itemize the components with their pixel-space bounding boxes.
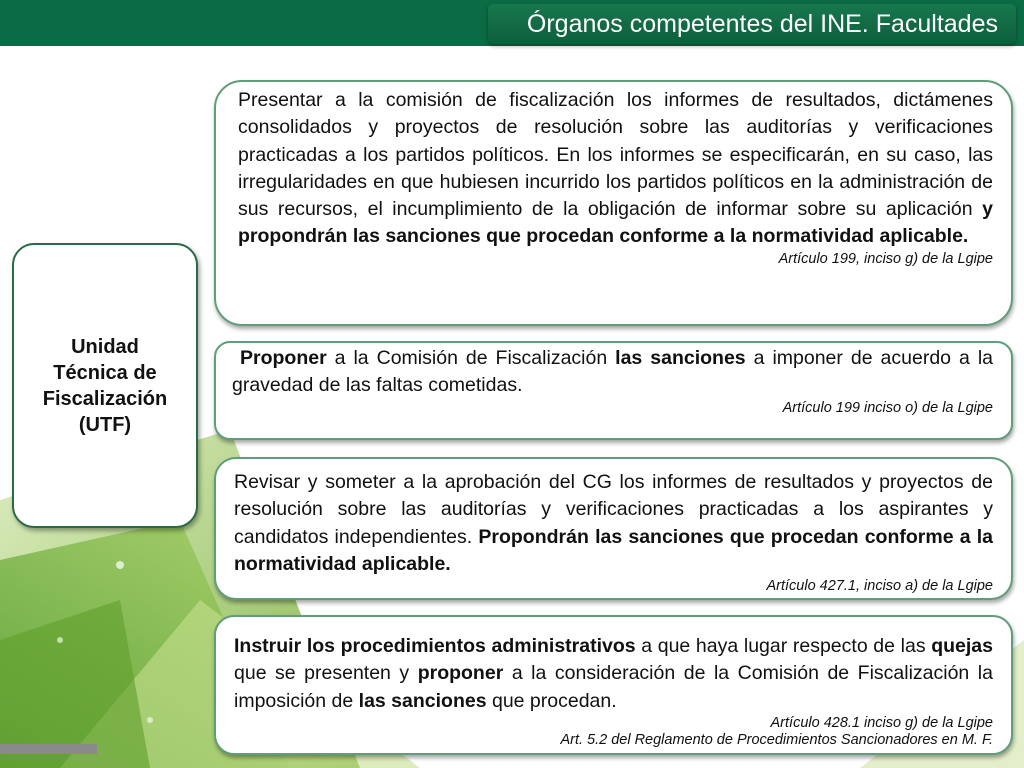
unit-line-1: Unidad	[71, 335, 139, 358]
card-4-text-b: que se presenten y	[234, 662, 418, 685]
faculty-card-3-text	[234, 469, 993, 578]
faculty-card-1-text	[238, 87, 993, 251]
card-4-citation-2: Art. 5.2 del Reglamento de Procedimientos Sancionadores en M. F.	[560, 731, 993, 748]
card-4-text-d: que procedan.	[486, 689, 617, 712]
faculty-card-2-text	[232, 345, 993, 400]
card-4-bold-c: proponer	[417, 662, 504, 685]
footer-strip	[0, 744, 97, 754]
card-2-text-b: a imponer de acuerdo a la gravedad de las faltas cometidas.	[232, 347, 993, 397]
card-2-bold-a: Proponer	[239, 347, 327, 369]
page-title-text: Órganos competentes del INE. Facultades	[526, 10, 998, 38]
faculty-card-1	[214, 80, 1013, 326]
faculty-card-3	[214, 457, 1013, 600]
card-2-text-a: a la Comisión de Fiscalización	[326, 347, 616, 369]
faculty-card-4-text	[234, 633, 993, 715]
card-1-text-a: Presentar a la comisión de fiscalización los informes de resultados, dictámenes consolidados y proyectos de resolución sobre las auditorías y verificaciones practicadas a los partidos políticos. En los informes se especificarán, en su caso, las irregularidades en que hubiesen incurrido los partidos políticos en la administración de sus recursos, el incumplimiento de la obligación de informar sobre su aplicación	[238, 89, 993, 221]
faculty-card-4	[214, 615, 1013, 755]
card-4-citation: Artículo 428.1 inciso g) de la Lgipe	[770, 714, 993, 731]
card-4-bold-d: las sanciones	[358, 689, 487, 712]
card-2-bold-b: las sanciones	[615, 347, 746, 369]
card-4-text-c: a la consideración de la Comisión de Fiscalización la imposición de	[234, 662, 993, 712]
card-3-text-a: Revisar y someter a la aprobación del CG los informes de resultados y proyectos de resolución sobre las auditorías y verificaciones practicadas a los aspirantes y candidatos independientes.	[234, 471, 993, 548]
card-1-citation: Artículo 199, inciso g) de la Lgipe	[778, 250, 993, 267]
unit-line-4: (UTF)	[78, 413, 132, 436]
card-3-bold-a: Propondrán las sanciones que procedan conforme a la normatividad aplicable.	[234, 525, 994, 575]
unit-line-2: Técnica de	[53, 361, 157, 384]
card-4-bold-a: Instruir los procedimientos administrativos	[234, 635, 636, 657]
page-title	[488, 4, 1016, 44]
card-3-citation: Artículo 427.1, inciso a) de la Lgipe	[766, 578, 993, 595]
card-4-text-a: a que haya lugar respecto de las	[635, 635, 932, 657]
unit-line-3: Fiscalización	[42, 387, 168, 410]
unit-box	[12, 243, 198, 528]
card-4-bold-b: quejas	[931, 635, 993, 657]
faculty-card-2	[214, 341, 1013, 440]
card-1-text-b: y propondrán las sanciones que procedan conforme a la normatividad aplicable.	[238, 198, 993, 248]
card-2-citation: Artículo 199 inciso o) de la Lgipe	[782, 399, 993, 416]
unit-label	[35, 334, 176, 438]
